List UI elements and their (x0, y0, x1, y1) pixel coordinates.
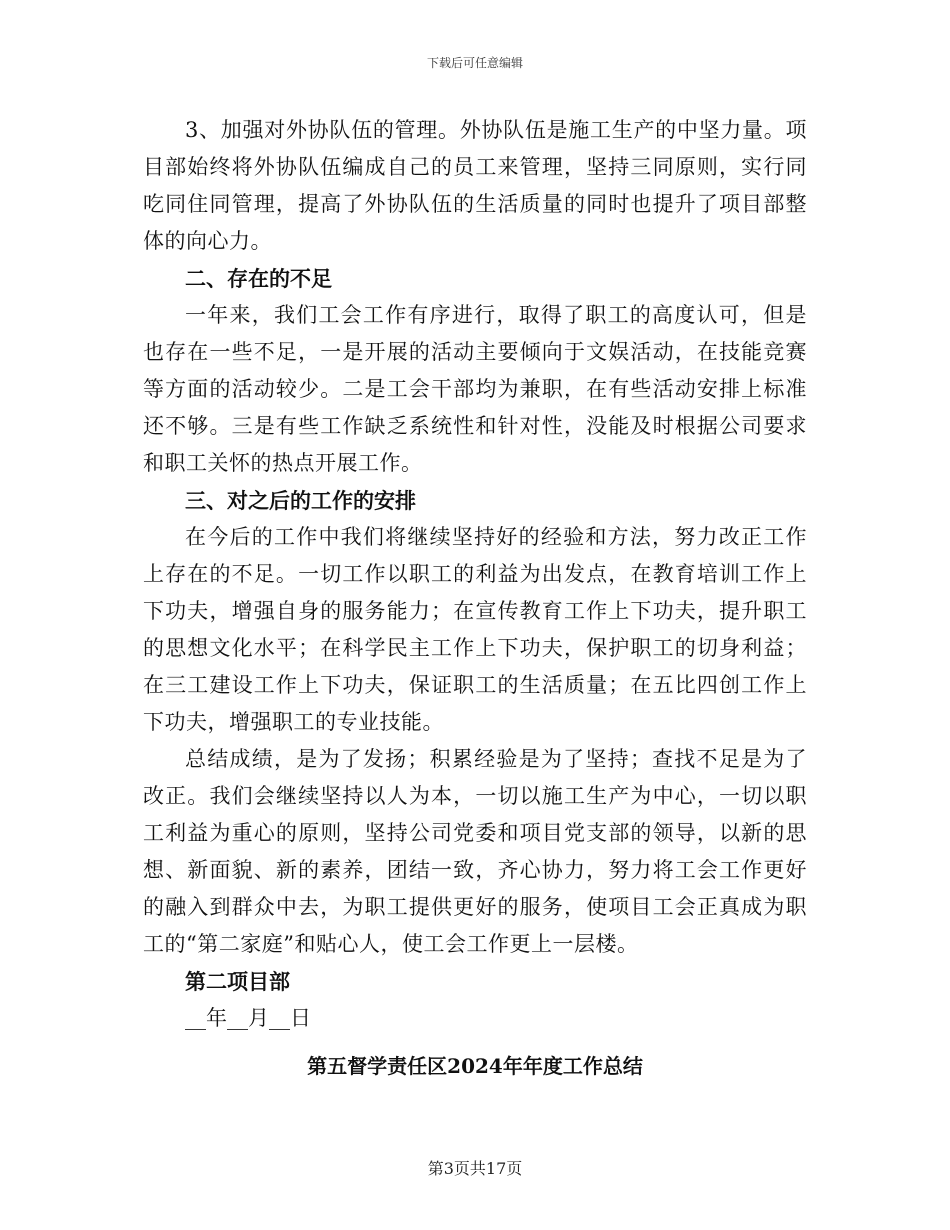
page-header: 下载后可任意编辑 (426, 56, 523, 70)
paragraph-outsourced-team-management: 3、加强对外协队伍的管理。外协队伍是施工生产的中坚力量。项目部始终将外协队伍编成自己的员工来管理，坚持三同原则，实行同吃同住同管理，提高了外协队伍的生活质量的同时也提升了项目部整体的向心力。 (143, 118, 807, 253)
signature-department: 第二项目部 (185, 969, 290, 994)
signature-date: __年__月__日 (185, 1006, 311, 1030)
paragraph-conclusion: 总结成绩，是为了发扬；积累经验是为了坚持；查找不足是为了改正。我们会继续坚持以人为本，一切以施工生产为中心，一切以职工利益为重心的原则，坚持公司党委和项目党支部的领导，以新的思想、新面貌、新的素养，团结一致，齐心协力，努力将工会工作更好的融入到群众中去，为职工提供更好的服务，使项目工会正真成为职工的“第二家庭”和贴心人，使工会工作更上一层楼。 (143, 747, 807, 956)
document-body (143, 112, 807, 1037)
section-heading-future-plans: 三、对之后的工作的安排 (185, 488, 416, 513)
paragraph-shortcomings: 一年来，我们工会工作有序进行，取得了职工的高度认可，但是也存在一些不足，一是开展的活动主要倾向于文娱活动，在技能竞赛等方面的活动较少。二是工会干部均为兼职，在有些活动安排上标准还不够。三是有些工作缺乏系统性和针对性，没能及时根据公司要求和职工关怀的热点开展工作。 (143, 303, 807, 475)
section-heading-shortcomings: 二、存在的不足 (185, 266, 332, 291)
next-document-title: 第五督学责任区2024年年度工作总结 (307, 1054, 643, 1078)
paragraph-future-plans: 在今后的工作中我们将继续坚持好的经验和方法，努力改正工作上存在的不足。一切工作以职工的利益为出发点，在教育培训工作上下功夫，增强自身的服务能力；在宣传教育工作上下功夫，提升职工的思想文化水平；在科学民主工作上下功夫，保护职工的切身利益；在三工建设工作上下功夫，保证职工的生活质量；在五比四创工作上下功夫，增强职工的专业技能。 (143, 525, 807, 734)
page-number-footer: 第3页共17页 (427, 1159, 523, 1178)
